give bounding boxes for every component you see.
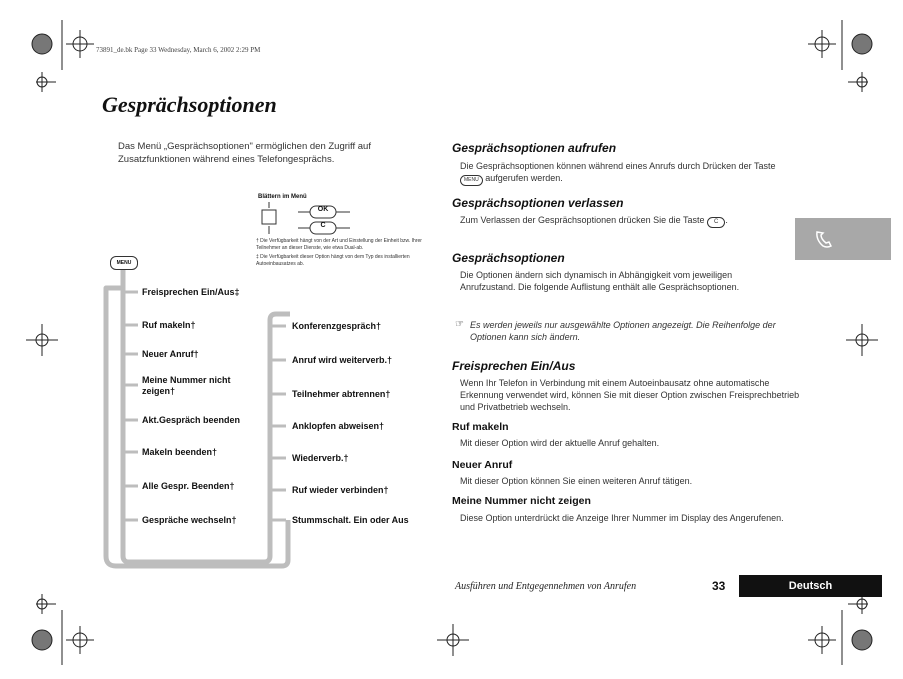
language-label: Deutsch (739, 575, 882, 597)
menu-item-ruf-wieder-verbinden: Ruf wieder verbinden† (292, 485, 389, 495)
footer-chapter: Ausführen und Entgegennehmen von Anrufen (455, 581, 637, 592)
scroll-label: Blättern im Menü (258, 194, 307, 200)
menu-item-wiederverb: Wiederverb.† (292, 453, 349, 463)
section-title-verlassen: Gesprächsoptionen verlassen (452, 196, 624, 210)
section-title-optionen: Gesprächsoptionen (452, 251, 565, 265)
phone-call-icon (813, 228, 835, 250)
section-body-neuer-anruf: Mit dieser Option können Sie einen weiteren Anruf tätigen. (460, 476, 693, 486)
menu-item-freisprechen: Freisprechen Ein/Aus‡ (142, 287, 240, 297)
section-body-verlassen (460, 214, 760, 228)
c-key-inline: C (707, 217, 725, 228)
section-title-ruf-makeln: Ruf makeln (452, 421, 509, 433)
note-dagger: † Die Verfügbarkeit hängt von der Art und Einstellung der Einheit bzw. Ihrer Teilnehmer an dieser Dienste, wie etwa Dual-ab. (256, 238, 422, 251)
menu-key-inline: MENU (460, 175, 483, 186)
section-body-optionen: Die Optionen ändern sich dynamisch in Abhängigkeit vom jeweiligen Anrufzustand. Die folgende Auflistung enthält alle Gesprächsoptionen. (460, 270, 740, 292)
section-body-aufrufen (460, 160, 790, 186)
verlassen-text-b: . (725, 215, 728, 225)
page-title: Gesprächsoptionen (102, 92, 277, 117)
menu-item-neuer-anruf: Neuer Anruf† (142, 349, 199, 359)
note-double-dagger: ‡ Die Verfügbarkeit dieser Option hängt von dem Typ des installierten Autoeinbausatzes ab. (256, 254, 410, 267)
menu-item-makeln-beenden: Makeln beenden† (142, 447, 218, 457)
intro-text: Das Menü „Gesprächsoptionen" ermöglichen den Zugriff auf Zusatzfunktionen während eines Telefongesprächs. (118, 141, 371, 165)
section-title-neuer-anruf: Neuer Anruf (452, 459, 513, 471)
section-body-ruf-makeln: Mit dieser Option wird der aktuelle Anruf gehalten. (460, 438, 660, 448)
section-body-freisprechen: Wenn Ihr Telefon in Verbindung mit einem Autoeinbausatz ohne automatische Erkennung verwendet wird, können Sie mit dieser Option zwischen Freisprechbetrieb und Privatbetrieb wechseln. (460, 378, 800, 412)
section-title-meine-nummer: Meine Nummer nicht zeigen (452, 495, 591, 507)
menu-item-akt-gespraech: Akt.Gespräch beenden (142, 415, 241, 425)
menu-item-alle-gespr: Alle Gespr. Beenden† (142, 481, 235, 491)
aufrufen-text-a: Die Gesprächsoptionen können während eines Anrufs durch Drücken der Taste (460, 161, 776, 171)
note-icon: ☞ (455, 319, 464, 330)
section-title-freisprechen: Freisprechen Ein/Aus (452, 359, 576, 373)
verlassen-text-a: Zum Verlassen der Gesprächsoptionen drücken Sie die Taste (460, 215, 705, 225)
menu-item-gespraeche-wechseln: Gespräche wechseln† (142, 515, 237, 525)
menu-item-anruf-weiterverb: Anruf wird weiterverb.† (292, 355, 393, 365)
menu-item-meine-nummer: Meine Nummer nicht zeigen† (142, 375, 231, 396)
menu-key: MENU (110, 256, 138, 270)
ok-key: OK (317, 206, 329, 213)
section-title-aufrufen: Gesprächsoptionen aufrufen (452, 141, 617, 155)
menu-item-teilnehmer-abtrennen: Teilnehmer abtrennen† (292, 389, 391, 399)
section-body-meine-nummer: Diese Option unterdrückt die Anzeige Ihrer Nummer im Display des Angerufenen. (460, 513, 784, 523)
menu-item-stummschalt: Stummschalt. Ein oder Aus (292, 515, 409, 525)
aufrufen-text-b: aufgerufen werden. (485, 173, 563, 183)
c-key: C (320, 222, 326, 229)
section-note-optionen: Es werden jeweils nur ausgewählte Optionen angezeigt. Die Reihenfolge der Optionen kann sich ändern. (470, 320, 776, 342)
menu-item-ruf-makeln: Ruf makeln† (142, 320, 196, 330)
menu-item-konferenz: Konferenzgespräch† (292, 321, 382, 331)
page-number: 33 (712, 579, 726, 593)
menu-item-anklopfen-abweisen: Anklopfen abweisen† (292, 421, 385, 431)
chapter-tab (795, 218, 891, 260)
running-head: 73891_de.bk Page 33 Wednesday, March 6, 2002 2:29 PM (96, 46, 261, 54)
